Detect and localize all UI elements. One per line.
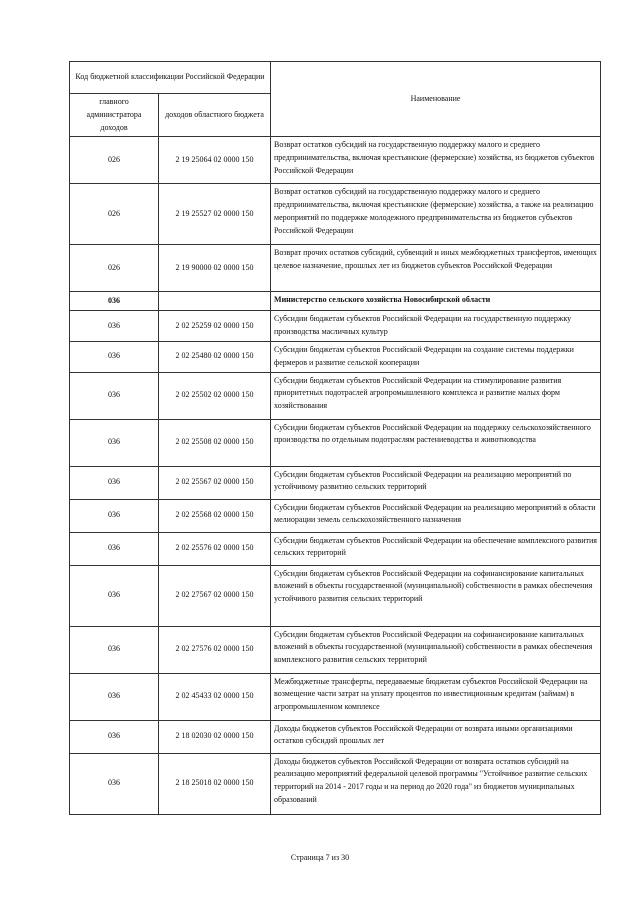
table-row bbox=[70, 245, 601, 292]
header-regional-budget-income: доходов областного бюджета bbox=[159, 94, 271, 137]
description-cell: Субсидии бюджетам субъектов Российской Федерации на реализацию мероприятий по устойчивому развитию сельских территорий bbox=[271, 466, 601, 499]
budget-code-cell: 2 02 25502 02 0000 150 bbox=[159, 372, 271, 419]
table-row bbox=[70, 311, 601, 342]
budget-code-cell: 2 02 25480 02 0000 150 bbox=[159, 341, 271, 372]
table-row bbox=[70, 466, 601, 499]
budget-code-cell: 2 02 45433 02 0000 150 bbox=[159, 673, 271, 720]
table-body bbox=[70, 137, 601, 814]
table-row bbox=[70, 565, 601, 626]
description-cell: Субсидии бюджетам субъектов Российской Федерации на создание системы поддержки фермеров и развитие сельской кооперации bbox=[271, 341, 601, 372]
admin-code-cell: 036 bbox=[70, 532, 159, 565]
header-main-administrator: главного администратора доходов bbox=[70, 94, 159, 137]
table-row bbox=[70, 341, 601, 372]
admin-code-cell: 036 bbox=[70, 466, 159, 499]
admin-code-cell: 026 bbox=[70, 184, 159, 245]
description-cell: Доходы бюджетов субъектов Российской Федерации от возврата иными организациями остатков субсидий прошлых лет bbox=[271, 720, 601, 753]
description-cell: Субсидии бюджетам субъектов Российской Федерации на стимулирование развития приоритетных подотраслей агропромышленного комплекса и развитие малых форм хозяйствования bbox=[271, 372, 601, 419]
budget-code-cell: 2 02 25576 02 0000 150 bbox=[159, 532, 271, 565]
table-header bbox=[70, 62, 601, 137]
admin-code-cell: 026 bbox=[70, 137, 159, 184]
budget-classification-table bbox=[69, 61, 601, 815]
admin-code-cell: 036 bbox=[70, 753, 159, 814]
admin-code-cell: 036 bbox=[70, 720, 159, 753]
description-cell: Субсидии бюджетам субъектов Российской Федерации на поддержку сельскохозяйственного производства по отдельным подотраслям растениеводства и животноводства bbox=[271, 419, 601, 466]
table-row bbox=[70, 532, 601, 565]
description-cell: Субсидии бюджетам субъектов Российской Федерации на обеспечение комплексного развития сельских территорий bbox=[271, 532, 601, 565]
admin-code-cell: 036 bbox=[70, 372, 159, 419]
table-row bbox=[70, 419, 601, 466]
budget-code-cell: 2 19 90000 02 0000 150 bbox=[159, 245, 271, 292]
budget-code-cell: 2 02 27576 02 0000 150 bbox=[159, 626, 271, 673]
table-row bbox=[70, 626, 601, 673]
admin-code-cell: 036 bbox=[70, 565, 159, 626]
budget-code-cell: 2 02 25508 02 0000 150 bbox=[159, 419, 271, 466]
description-cell: Субсидии бюджетам субъектов Российской Федерации на софинансирование капитальных вложений в объекты государственной (муниципальной) собственности в рамках обеспечения комплексного развития сельских территорий bbox=[271, 626, 601, 673]
description-cell: Возврат прочих остатков субсидий, субвенций и иных межбюджетных трансфертов, имеющих целевое назначение, прошлых лет из бюджетов субъектов Российской Федерации bbox=[271, 245, 601, 292]
admin-code-cell: 036 bbox=[70, 419, 159, 466]
budget-code-cell: 2 02 25259 02 0000 150 bbox=[159, 311, 271, 342]
budget-code-cell bbox=[159, 292, 271, 311]
description-cell: Министерство сельского хозяйства Новосибирской области bbox=[271, 292, 601, 311]
description-cell: Субсидии бюджетам субъектов Российской Федерации на софинансирование капитальных вложений в объекты государственной (муниципальной) собственности в рамках обеспечения устойчивого развития сельских территорий bbox=[271, 565, 601, 626]
table-row bbox=[70, 720, 601, 753]
table-row bbox=[70, 292, 601, 311]
header-name: Наименование bbox=[271, 62, 601, 137]
description-cell: Субсидии бюджетам субъектов Российской Федерации на реализацию мероприятий в области мелиорации земель сельскохозяйственного назначения bbox=[271, 499, 601, 532]
admin-code-cell: 036 bbox=[70, 499, 159, 532]
description-cell: Возврат остатков субсидий на государственную поддержку малого и среднего предпринимательства, включая крестьянские (фермерские) хозяйства, из бюджетов субъектов Российской Федерации bbox=[271, 137, 601, 184]
admin-code-cell: 036 bbox=[70, 341, 159, 372]
description-cell: Межбюджетные трансферты, передаваемые бюджетам субъектов Российской Федерации на возмещение части затрат на уплату процентов по инвестиционным кредитам (займам) в агропромышленном комплексе bbox=[271, 673, 601, 720]
table-row bbox=[70, 673, 601, 720]
admin-code-cell: 036 bbox=[70, 626, 159, 673]
page-number: Страница 7 из 30 bbox=[290, 853, 350, 862]
budget-code-cell: 2 02 27567 02 0000 150 bbox=[159, 565, 271, 626]
budget-code-cell: 2 19 25527 02 0000 150 bbox=[159, 184, 271, 245]
description-cell: Доходы бюджетов субъектов Российской Федерации от возврата остатков субсидий на реализацию мероприятий федеральной целевой программы "Устойчивое развитие сельских территорий на 2014 - 2017 годы и на период до 2020 года" из бюджетов муниципальных образований bbox=[271, 753, 601, 814]
description-cell: Возврат остатков субсидий на государственную поддержку малого и среднего предпринимательства, включая крестьянские (фермерские) хозяйства, а также на реализацию мероприятий по поддержке молодежного предпринимательства из бюджетов субъектов Российской Федерации bbox=[271, 184, 601, 245]
description-cell: Субсидии бюджетам субъектов Российской Федерации на государственную поддержку производства масличных культур bbox=[271, 311, 601, 342]
admin-code-cell: 036 bbox=[70, 292, 159, 311]
budget-code-cell: 2 18 02030 02 0000 150 bbox=[159, 720, 271, 753]
admin-code-cell: 026 bbox=[70, 245, 159, 292]
budget-code-cell: 2 02 25567 02 0000 150 bbox=[159, 466, 271, 499]
table-row bbox=[70, 184, 601, 245]
table-row bbox=[70, 137, 601, 184]
budget-code-cell: 2 18 25018 02 0000 150 bbox=[159, 753, 271, 814]
table-row bbox=[70, 499, 601, 532]
header-classification-code: Код бюджетной классификации Российской Федерации bbox=[70, 62, 271, 94]
admin-code-cell: 036 bbox=[70, 673, 159, 720]
budget-code-cell: 2 02 25568 02 0000 150 bbox=[159, 499, 271, 532]
table-row bbox=[70, 753, 601, 814]
budget-code-cell: 2 19 25064 02 0000 150 bbox=[159, 137, 271, 184]
table-row bbox=[70, 372, 601, 419]
admin-code-cell: 036 bbox=[70, 311, 159, 342]
